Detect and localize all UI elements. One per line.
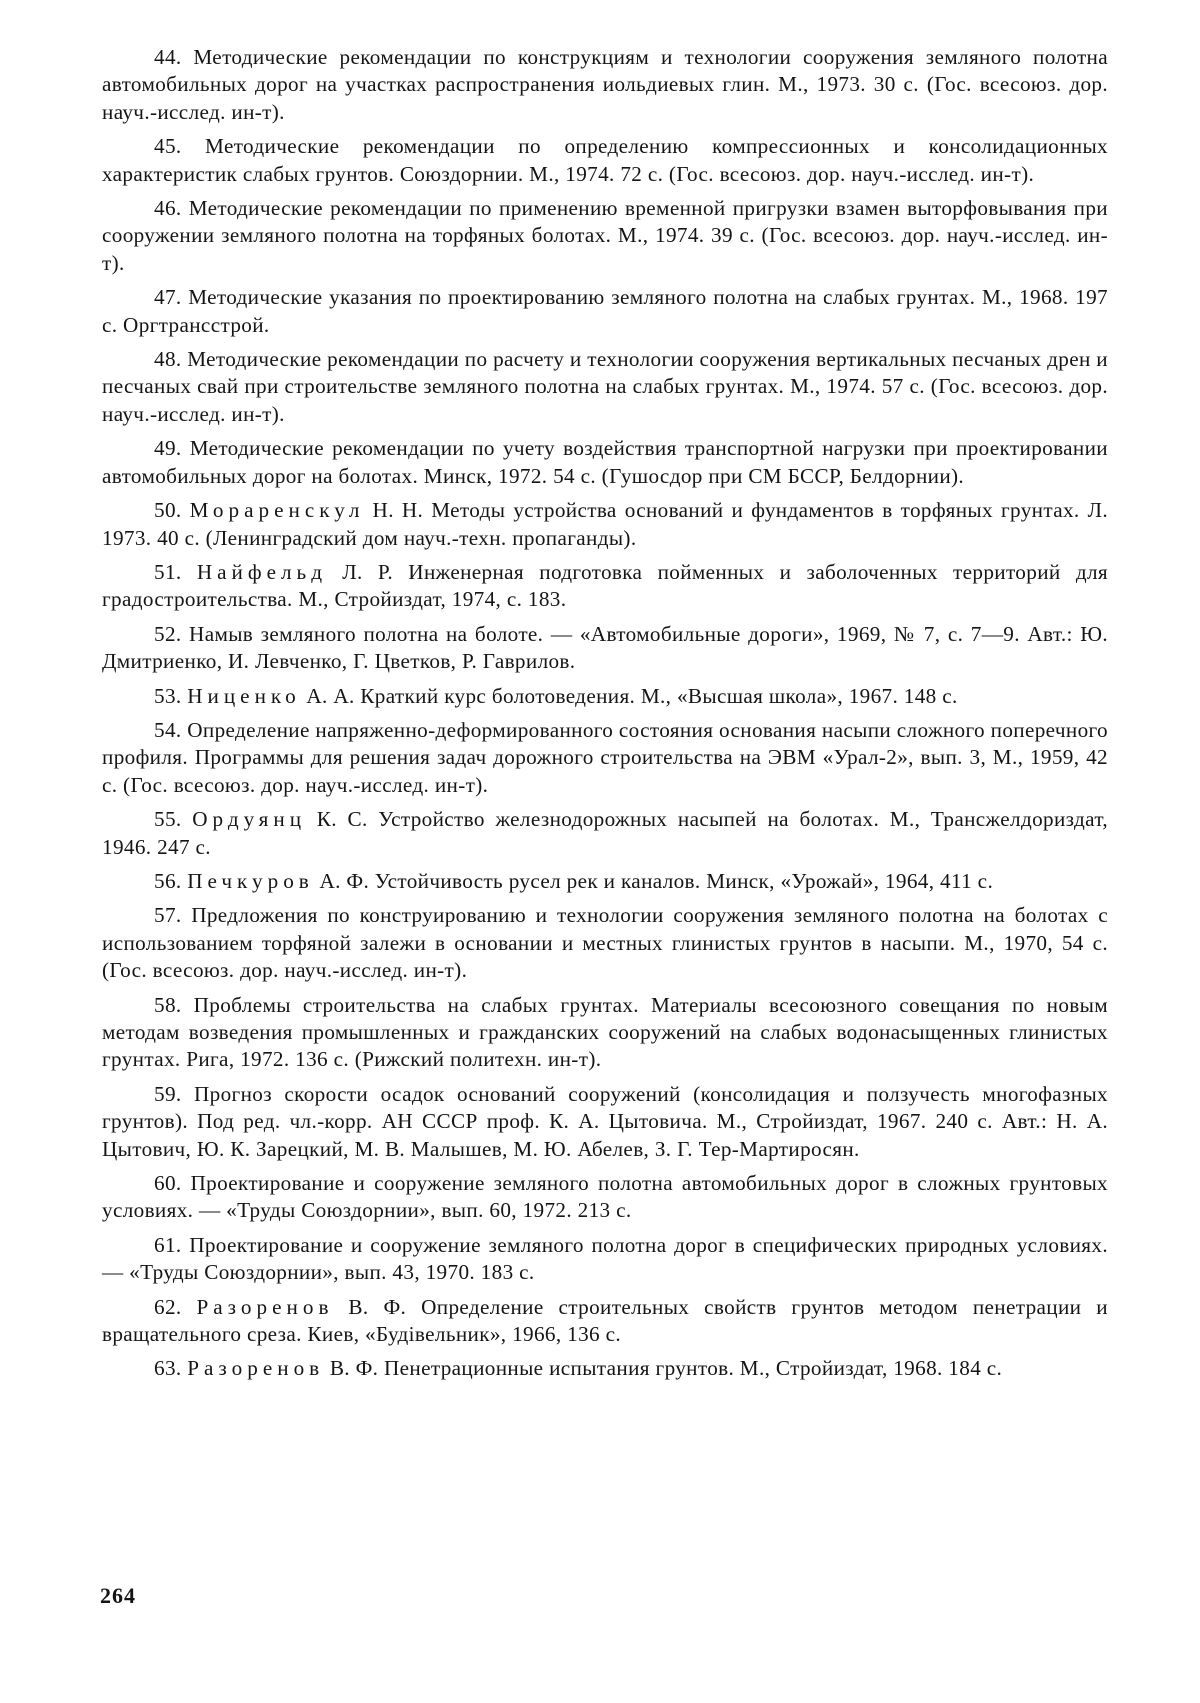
- entry-text: Методические рекомендации по расчету и технологии сооружения вертикальных песчаных дрен и песчаных свай при строительстве земляного полотна на слабых грунтах. М., 1974. 57 с. (Гос. всесоюз. дор. науч.-исслед. ин-т).: [102, 347, 1108, 426]
- entry-text: Методические рекомендации по конструкциям и технологии сооружения земляного полотна автомобильных дорог на участках распространения иольдиевых глин. М., 1973. 30 с. (Гос. всесоюз. дор. науч.-исслед. ин-т).: [102, 45, 1108, 124]
- entry-number: 44.: [154, 45, 182, 69]
- bibliography-list: [102, 44, 1108, 1390]
- entry-text: Прогноз скорости осадок оснований сооружений (консолидация и ползучесть многофазных грунтов). Под ред. чл.-корр. АН СССР проф. К. А. Цытовича. М., Стройиздат, 1967. 240 с. Авт.: Н. А. Цытович, Ю. К. Зарецкий, М. В. Малышев, М. Ю. Абелев, З. Г. Тер-Мартиросян.: [102, 1081, 1108, 1161]
- bibliography-entry: [102, 1355, 1108, 1382]
- entry-number: 58.: [154, 992, 182, 1017]
- bibliography-entry: [102, 133, 1108, 188]
- entry-text: Методические рекомендации по учету воздействия транспортной нагрузки при проектировании автомобильных дорог на болотах. Минск, 1972. 54 с. (Гушосдор при СМ БССР, Белдорнии).: [102, 436, 1108, 488]
- entry-number: 52.: [154, 621, 182, 646]
- entry-text: В. Ф. Пенетрационные испытания грунтов. М., Стройиздат, 1968. 184 с.: [324, 1356, 1003, 1381]
- bibliography-entry: [102, 806, 1108, 861]
- bibliography-entry: [102, 346, 1108, 428]
- entry-number: 51.: [154, 559, 182, 584]
- entry-author: Найфельд: [196, 559, 328, 584]
- entry-text: Намыв земляного полотна на болоте. — «Автомобильные дороги», 1969, № 7, с. 7—9. Авт.: Ю. Дмитриенко, И. Левченко, Г. Цветков, Р. Гаврилов.: [102, 621, 1108, 674]
- bibliography-entry: [102, 435, 1108, 490]
- entry-author: Мораренскул: [189, 498, 365, 523]
- bibliography-entry: [102, 1170, 1108, 1225]
- entry-number: 60.: [154, 1171, 182, 1196]
- bibliography-entry: [102, 284, 1108, 339]
- entry-text: В. Ф. Определение строительных свойств грунтов методом пенетрации и вращательного среза. Киев, «Будівельник», 1966, 136 с.: [102, 1294, 1108, 1347]
- entry-text: Методические рекомендации по определению компрессионных и консолидационных характеристик слабых грунтов. Союздорнии. М., 1974. 72 с. (Гос. всесоюз. дор. науч.-исслед. ин-т).: [102, 134, 1108, 186]
- entry-text: А. А. Краткий курс болотоведения. М., «Высшая школа», 1967. 148 с.: [300, 683, 958, 708]
- entry-number: 54.: [154, 717, 182, 742]
- entry-text: Проектирование и сооружение земляного полотна дорог в специфических природных условиях. — «Труды Союздорнии», вып. 43, 1970. 183 с.: [102, 1232, 1108, 1285]
- bibliography-entry: [102, 195, 1108, 277]
- bibliography-entry: [102, 992, 1108, 1074]
- entry-text: Л. Р. Инженерная подготовка пойменных и заболоченных территорий для градостроительства. М., Стройиздат, 1974, с. 183.: [102, 559, 1108, 612]
- bibliography-entry: [102, 902, 1108, 984]
- entry-author: Ниценко: [187, 683, 301, 708]
- bibliography-entry: [102, 1232, 1108, 1287]
- entry-number: 63.: [154, 1356, 182, 1381]
- bibliography-entry: [102, 868, 1108, 895]
- entry-text: Методические указания по проектированию земляного полотна на слабых грунтах. М., 1968. 197 с. Оргтрансстрой.: [102, 285, 1108, 337]
- bibliography-entry: [102, 1081, 1108, 1163]
- entry-number: 47.: [154, 285, 182, 310]
- entry-number: 45.: [154, 134, 182, 159]
- entry-number: 61.: [154, 1232, 182, 1257]
- entry-text: Проблемы строительства на слабых грунтах. Материалы всесоюзного совещания по новым методам возведения промышленных и гражданских сооружений на слабых водонасыщенных глинистых грунтах. Рига, 1972. 136 с. (Рижский политехн. ин-т).: [102, 992, 1108, 1072]
- entry-author: Печкуров: [187, 868, 314, 893]
- page-number: 264: [100, 1583, 136, 1608]
- entry-text: А. Ф. Устойчивость русел рек и каналов. Минск, «Урожай», 1964, 411 с.: [313, 868, 994, 893]
- entry-author: Ордуянц: [192, 807, 307, 832]
- entry-text: Определение напряженно-деформированного состояния основания насыпи сложного поперечного профиля. Программы для решения задач дорожного строительства на ЭВМ «Урал-2», вып. 3, М., 1959, 42 с. (Гос. всесоюз. дор. науч.-исслед. ин-т).: [102, 717, 1108, 797]
- entry-number: 48.: [154, 347, 182, 372]
- entry-number: 57.: [154, 903, 182, 928]
- entry-number: 53.: [154, 683, 182, 708]
- entry-number: 59.: [154, 1081, 182, 1106]
- entry-number: 62.: [154, 1294, 182, 1319]
- entry-author: Разоренов: [187, 1356, 325, 1381]
- bibliography-entry: [102, 717, 1108, 799]
- entry-number: 56.: [154, 868, 182, 893]
- entry-number: 46.: [154, 196, 182, 221]
- entry-text: Н. Н. Методы устройства оснований и фундаментов в торфяных грунтах. Л. 1973. 40 с. (Ленинградский дом науч.-техн. пропаганды).: [102, 498, 1108, 550]
- entry-author: Разоренов: [196, 1294, 334, 1319]
- bibliography-entry: [102, 44, 1108, 126]
- bibliography-entry: [102, 621, 1108, 676]
- bibliography-entry: [102, 497, 1108, 552]
- entry-text: Методические рекомендации по применению временной пригрузки взамен выторфовывания при сооружении земляного полотна на торфяных болотах. М., 1974. 39 с. (Гос. всесоюз. дор. науч.-исслед. ин-т).: [102, 196, 1108, 275]
- entry-text: Проектирование и сооружение земляного полотна автомобильных дорог в сложных грунтовых условиях. — «Труды Союздорнии», вып. 60, 1972. 213 с.: [102, 1171, 1108, 1223]
- bibliography-entry: [102, 683, 1108, 710]
- entry-text: К. С. Устройство железнодорожных насыпей на болотах. М., Трансжелдориздат, 1946. 247 с.: [102, 807, 1108, 859]
- entry-number: 50.: [154, 498, 182, 523]
- entry-text: Предложения по конструированию и технологии сооружения земляного полотна на болотах с использованием торфяной залежи в основании и местных глинистых грунтов в насыпи. М., 1970, 54 с. (Гос. всесоюз. дор. науч.-исслед. ин-т).: [102, 903, 1108, 983]
- bibliography-entry: [102, 559, 1108, 614]
- entry-number: 55.: [154, 807, 182, 832]
- entry-number: 49.: [154, 436, 182, 461]
- bibliography-entry: [102, 1294, 1108, 1349]
